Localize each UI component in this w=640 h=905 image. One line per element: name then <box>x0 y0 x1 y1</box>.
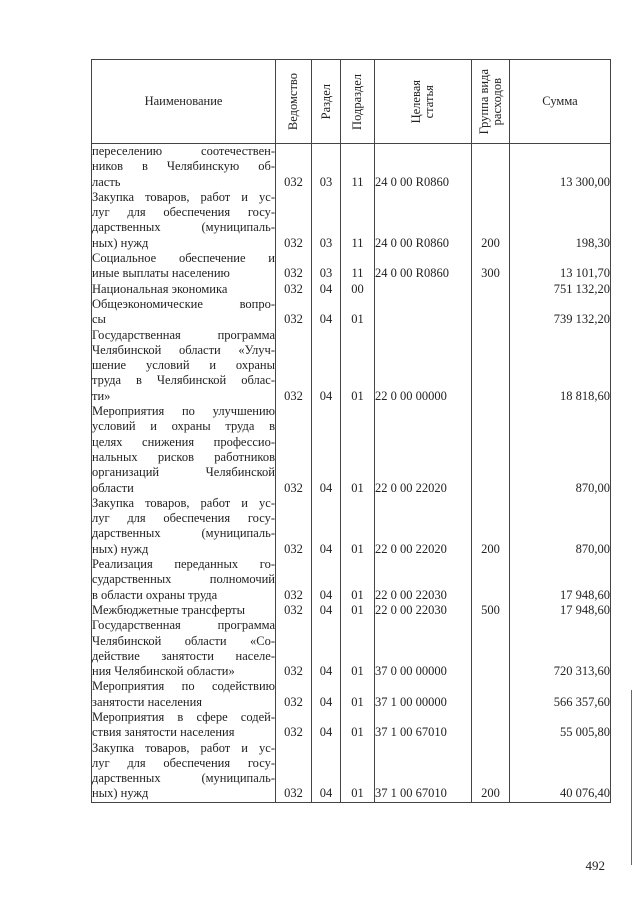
cell-vedomstvo: 032 <box>276 679 312 710</box>
cell-target: 22 0 00 22020 <box>375 496 472 557</box>
cell-razdel: 04 <box>312 618 341 679</box>
cell-group <box>472 557 510 603</box>
cell-vedomstvo: 032 <box>276 618 312 679</box>
cell-razdel: 03 <box>312 144 341 190</box>
cell-name: Национальная экономика <box>92 282 276 297</box>
cell-target: 24 0 00 R0860 <box>375 144 472 190</box>
cell-vedomstvo: 032 <box>276 710 312 741</box>
cell-podrazdel: 11 <box>341 251 375 282</box>
table-row <box>92 404 611 496</box>
table-row <box>92 251 611 282</box>
cell-group: 200 <box>472 496 510 557</box>
cell-podrazdel: 11 <box>341 144 375 190</box>
cell-name: Закупка товаров, работ и ус- луг для обеспечения госу- дарственных (муниципаль- ных) нужд <box>92 740 275 801</box>
cell-podrazdel: 01 <box>341 710 375 741</box>
cell-target <box>375 297 472 328</box>
table-row <box>92 144 611 190</box>
cell-target: 37 1 00 00000 <box>375 679 472 710</box>
cell-vedomstvo: 032 <box>276 557 312 603</box>
cell-sum: 751 132,20 <box>510 282 611 297</box>
header-target: Целевая статья <box>375 60 472 144</box>
table-row <box>92 297 611 328</box>
cell-podrazdel: 01 <box>341 496 375 557</box>
cell-name: Межбюджетные трансферты <box>92 603 276 618</box>
cell-name: Мероприятия по улучшению условий и охраны труда в целях снижения профессио- нальных рисков работников организаций Челябинской области <box>92 404 275 495</box>
cell-sum: 870,00 <box>510 404 611 496</box>
cell-sum: 55 005,80 <box>510 710 611 741</box>
cell-sum: 13 101,70 <box>510 251 611 282</box>
cell-podrazdel: 01 <box>341 741 375 803</box>
cell-razdel: 03 <box>312 251 341 282</box>
cell-sum: 13 300,00 <box>510 144 611 190</box>
cell-razdel: 04 <box>312 557 341 603</box>
cell-vedomstvo: 032 <box>276 144 312 190</box>
cell-vedomstvo: 032 <box>276 741 312 803</box>
cell-group <box>472 297 510 328</box>
cell-razdel: 03 <box>312 190 341 251</box>
cell-vedomstvo: 032 <box>276 282 312 297</box>
cell-razdel: 04 <box>312 297 341 328</box>
cell-target <box>375 282 472 297</box>
cell-podrazdel: 01 <box>341 297 375 328</box>
cell-group: 200 <box>472 741 510 803</box>
cell-podrazdel: 01 <box>341 679 375 710</box>
cell-razdel: 04 <box>312 741 341 803</box>
cell-sum: 17 948,60 <box>510 557 611 603</box>
cell-group <box>472 618 510 679</box>
cell-vedomstvo: 032 <box>276 251 312 282</box>
header-name: Наименование <box>92 60 276 144</box>
cell-podrazdel: 01 <box>341 618 375 679</box>
cell-target: 37 0 00 00000 <box>375 618 472 679</box>
cell-target: 37 1 00 67010 <box>375 741 472 803</box>
cell-group <box>472 710 510 741</box>
cell-vedomstvo: 032 <box>276 297 312 328</box>
cell-razdel: 04 <box>312 603 341 618</box>
cell-name: Закупка товаров, работ и ус- луг для обеспечения госу- дарственных (муниципаль- ных) нужд <box>92 495 275 556</box>
cell-name: Мероприятия в сфере содей- ствия занятости населения <box>92 709 275 740</box>
cell-vedomstvo: 032 <box>276 404 312 496</box>
cell-razdel: 04 <box>312 710 341 741</box>
budget-table <box>91 59 611 803</box>
page-number: 492 <box>585 858 605 873</box>
cell-group: 200 <box>472 190 510 251</box>
cell-sum: 739 132,20 <box>510 297 611 328</box>
cell-name: Мероприятия по содействию занятости населения <box>92 679 275 709</box>
table-row <box>92 282 611 297</box>
cell-sum: 18 818,60 <box>510 328 611 404</box>
cell-group <box>472 679 510 710</box>
cell-vedomstvo: 032 <box>276 190 312 251</box>
cell-podrazdel: 01 <box>341 328 375 404</box>
table-row <box>92 679 611 710</box>
cell-podrazdel: 00 <box>341 282 375 297</box>
header-sum: Сумма <box>510 60 611 144</box>
cell-razdel: 04 <box>312 282 341 297</box>
header-group: Группа вида расходов <box>472 60 510 144</box>
cell-name: Государственная программа Челябинской области «Со- действие занятости населе- ния Челябинской области» <box>92 618 275 679</box>
cell-vedomstvo: 032 <box>276 496 312 557</box>
cell-group: 300 <box>472 251 510 282</box>
cell-group: 500 <box>472 603 510 618</box>
table-row <box>92 741 611 803</box>
cell-name: Государственная программа Челябинской области «Улуч- шение условий и охраны труда в Челябинской облас- ти» <box>92 327 275 403</box>
margin-rule <box>631 690 632 865</box>
cell-podrazdel: 11 <box>341 190 375 251</box>
header-razdel: Раздел <box>312 60 341 144</box>
cell-group <box>472 404 510 496</box>
table-row <box>92 328 611 404</box>
cell-sum: 40 076,40 <box>510 741 611 803</box>
cell-target: 22 0 00 22020 <box>375 404 472 496</box>
cell-target: 37 1 00 67010 <box>375 710 472 741</box>
cell-razdel: 04 <box>312 679 341 710</box>
cell-group <box>472 328 510 404</box>
table-row <box>92 618 611 679</box>
cell-vedomstvo: 032 <box>276 328 312 404</box>
cell-podrazdel: 01 <box>341 603 375 618</box>
cell-sum: 870,00 <box>510 496 611 557</box>
table-row <box>92 557 611 603</box>
cell-podrazdel: 01 <box>341 404 375 496</box>
cell-razdel: 04 <box>312 404 341 496</box>
table-row <box>92 710 611 741</box>
table-row <box>92 190 611 251</box>
cell-sum: 17 948,60 <box>510 603 611 618</box>
cell-target: 22 0 00 22030 <box>375 557 472 603</box>
cell-name: Закупка товаров, работ и ус- луг для обеспечения госу- дарственных (муниципаль- ных) нужд <box>92 189 275 250</box>
cell-sum: 566 357,60 <box>510 679 611 710</box>
table-header-row <box>92 60 611 144</box>
cell-name: Реализация переданных го- сударственных полномочий в области охраны труда <box>92 557 275 602</box>
table-row <box>92 603 611 618</box>
cell-sum: 720 313,60 <box>510 618 611 679</box>
cell-name: Социальное обеспечение и иные выплаты населению <box>92 251 275 281</box>
cell-razdel: 04 <box>312 328 341 404</box>
cell-target: 22 0 00 22030 <box>375 603 472 618</box>
header-podrazdel: Подраздел <box>341 60 375 144</box>
cell-group <box>472 144 510 190</box>
cell-target: 24 0 00 R0860 <box>375 190 472 251</box>
cell-target: 24 0 00 R0860 <box>375 251 472 282</box>
cell-sum: 198,30 <box>510 190 611 251</box>
cell-vedomstvo: 032 <box>276 603 312 618</box>
cell-target: 22 0 00 00000 <box>375 328 472 404</box>
header-vedomstvo: Ведомство <box>276 60 312 144</box>
cell-name: Общеэкономические вопро- сы <box>92 296 275 327</box>
cell-razdel: 04 <box>312 496 341 557</box>
table-row <box>92 496 611 557</box>
cell-group <box>472 282 510 297</box>
cell-name: переселению соотечествен- ников в Челябинскую об- ласть <box>92 144 275 189</box>
cell-podrazdel: 01 <box>341 557 375 603</box>
